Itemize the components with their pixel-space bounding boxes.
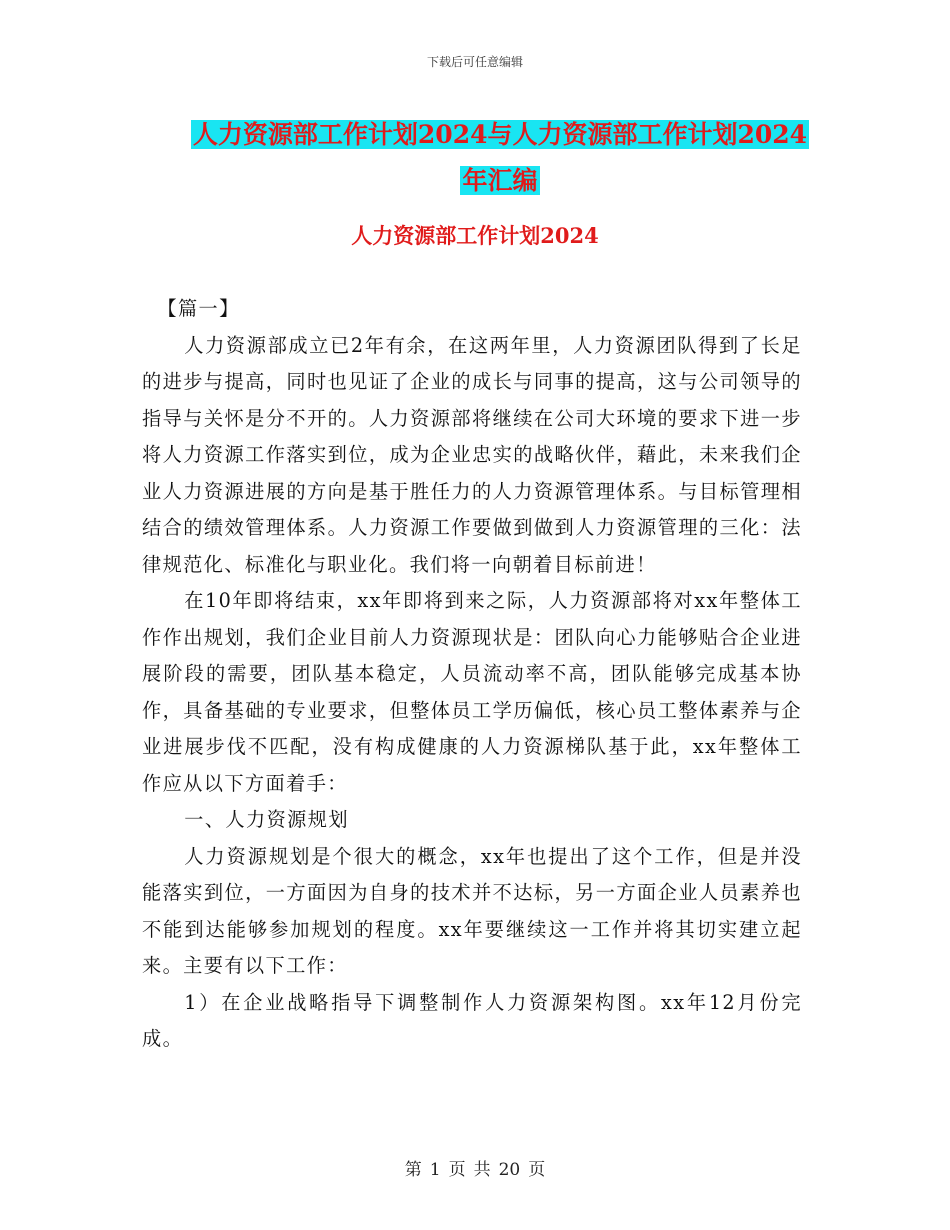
document-body xyxy=(142,291,802,1058)
footer-prefix: 第 xyxy=(404,1160,422,1180)
page-footer xyxy=(0,1155,950,1180)
footer-total-prefix: 共 xyxy=(473,1160,491,1180)
heading-hr-planning: 一、人力资源规划 xyxy=(184,808,349,831)
page-total: 20 xyxy=(498,1160,521,1180)
footer-total-suffix: 页 xyxy=(528,1160,546,1180)
title-line-1: 人力资源部工作计划2024与人力资源部工作计划2024 xyxy=(192,120,808,149)
page-number: 1 xyxy=(429,1160,441,1180)
paragraph: 在10年即将结束，xx年即将到来之际，人力资源部将对xx年整体工作作出规划，我们企业目前人力资源现状是：团队向心力能够贴合企业进展阶段的需要，团队基本稳定，人员流动率不高，团队能够完成基本协作，具备基础的专业要求，但整体员工学历偏低，核心员工整体素养与企业进展步伐不匹配，没有构成健康的人力资源梯队基于此，xx年整体工作应从以下方面着手： xyxy=(142,589,802,795)
paragraph: 人力资源规划是个很大的概念，xx年也提出了这个工作，但是并没能落实到位，一方面因为自身的技术并不达标，另一方面企业人员素养也不能到达能够参加规划的程度。xx年要继续这一工作并将其切实建立起来。主要有以下工作： xyxy=(142,844,802,977)
section-title: 人力资源部工作计划2024 xyxy=(351,223,599,248)
paragraph: 人力资源部成立已2年有余，在这两年里，人力资源团队得到了长足的进步与提高，同时也见证了企业的成长与同事的提高，这与公司领导的指导与关怀是分不开的。人力资源部将继续在公司大环境的要求下进一步将人力资源工作落实到位，成为企业忠实的战略伙伴，藉此，未来我们企业人力资源进展的方向是基于胜任力的人力资源管理体系。与目标管理相结合的绩效管理体系。人力资源工作要做到做到人力资源管理的三化：法律规范化、标准化与职业化。我们将一向朝着目标前进！ xyxy=(142,333,802,576)
section-label: 【篇一】 xyxy=(157,297,240,320)
header-note: 下载后可任意编辑 xyxy=(426,55,523,69)
footer-page-word: 页 xyxy=(448,1160,466,1180)
document-title xyxy=(150,112,850,204)
title-line-2: 年汇编 xyxy=(462,166,538,195)
list-item: 1）在企业战略指导下调整制作人力资源架构图。xx年12月份完成。 xyxy=(142,990,802,1050)
